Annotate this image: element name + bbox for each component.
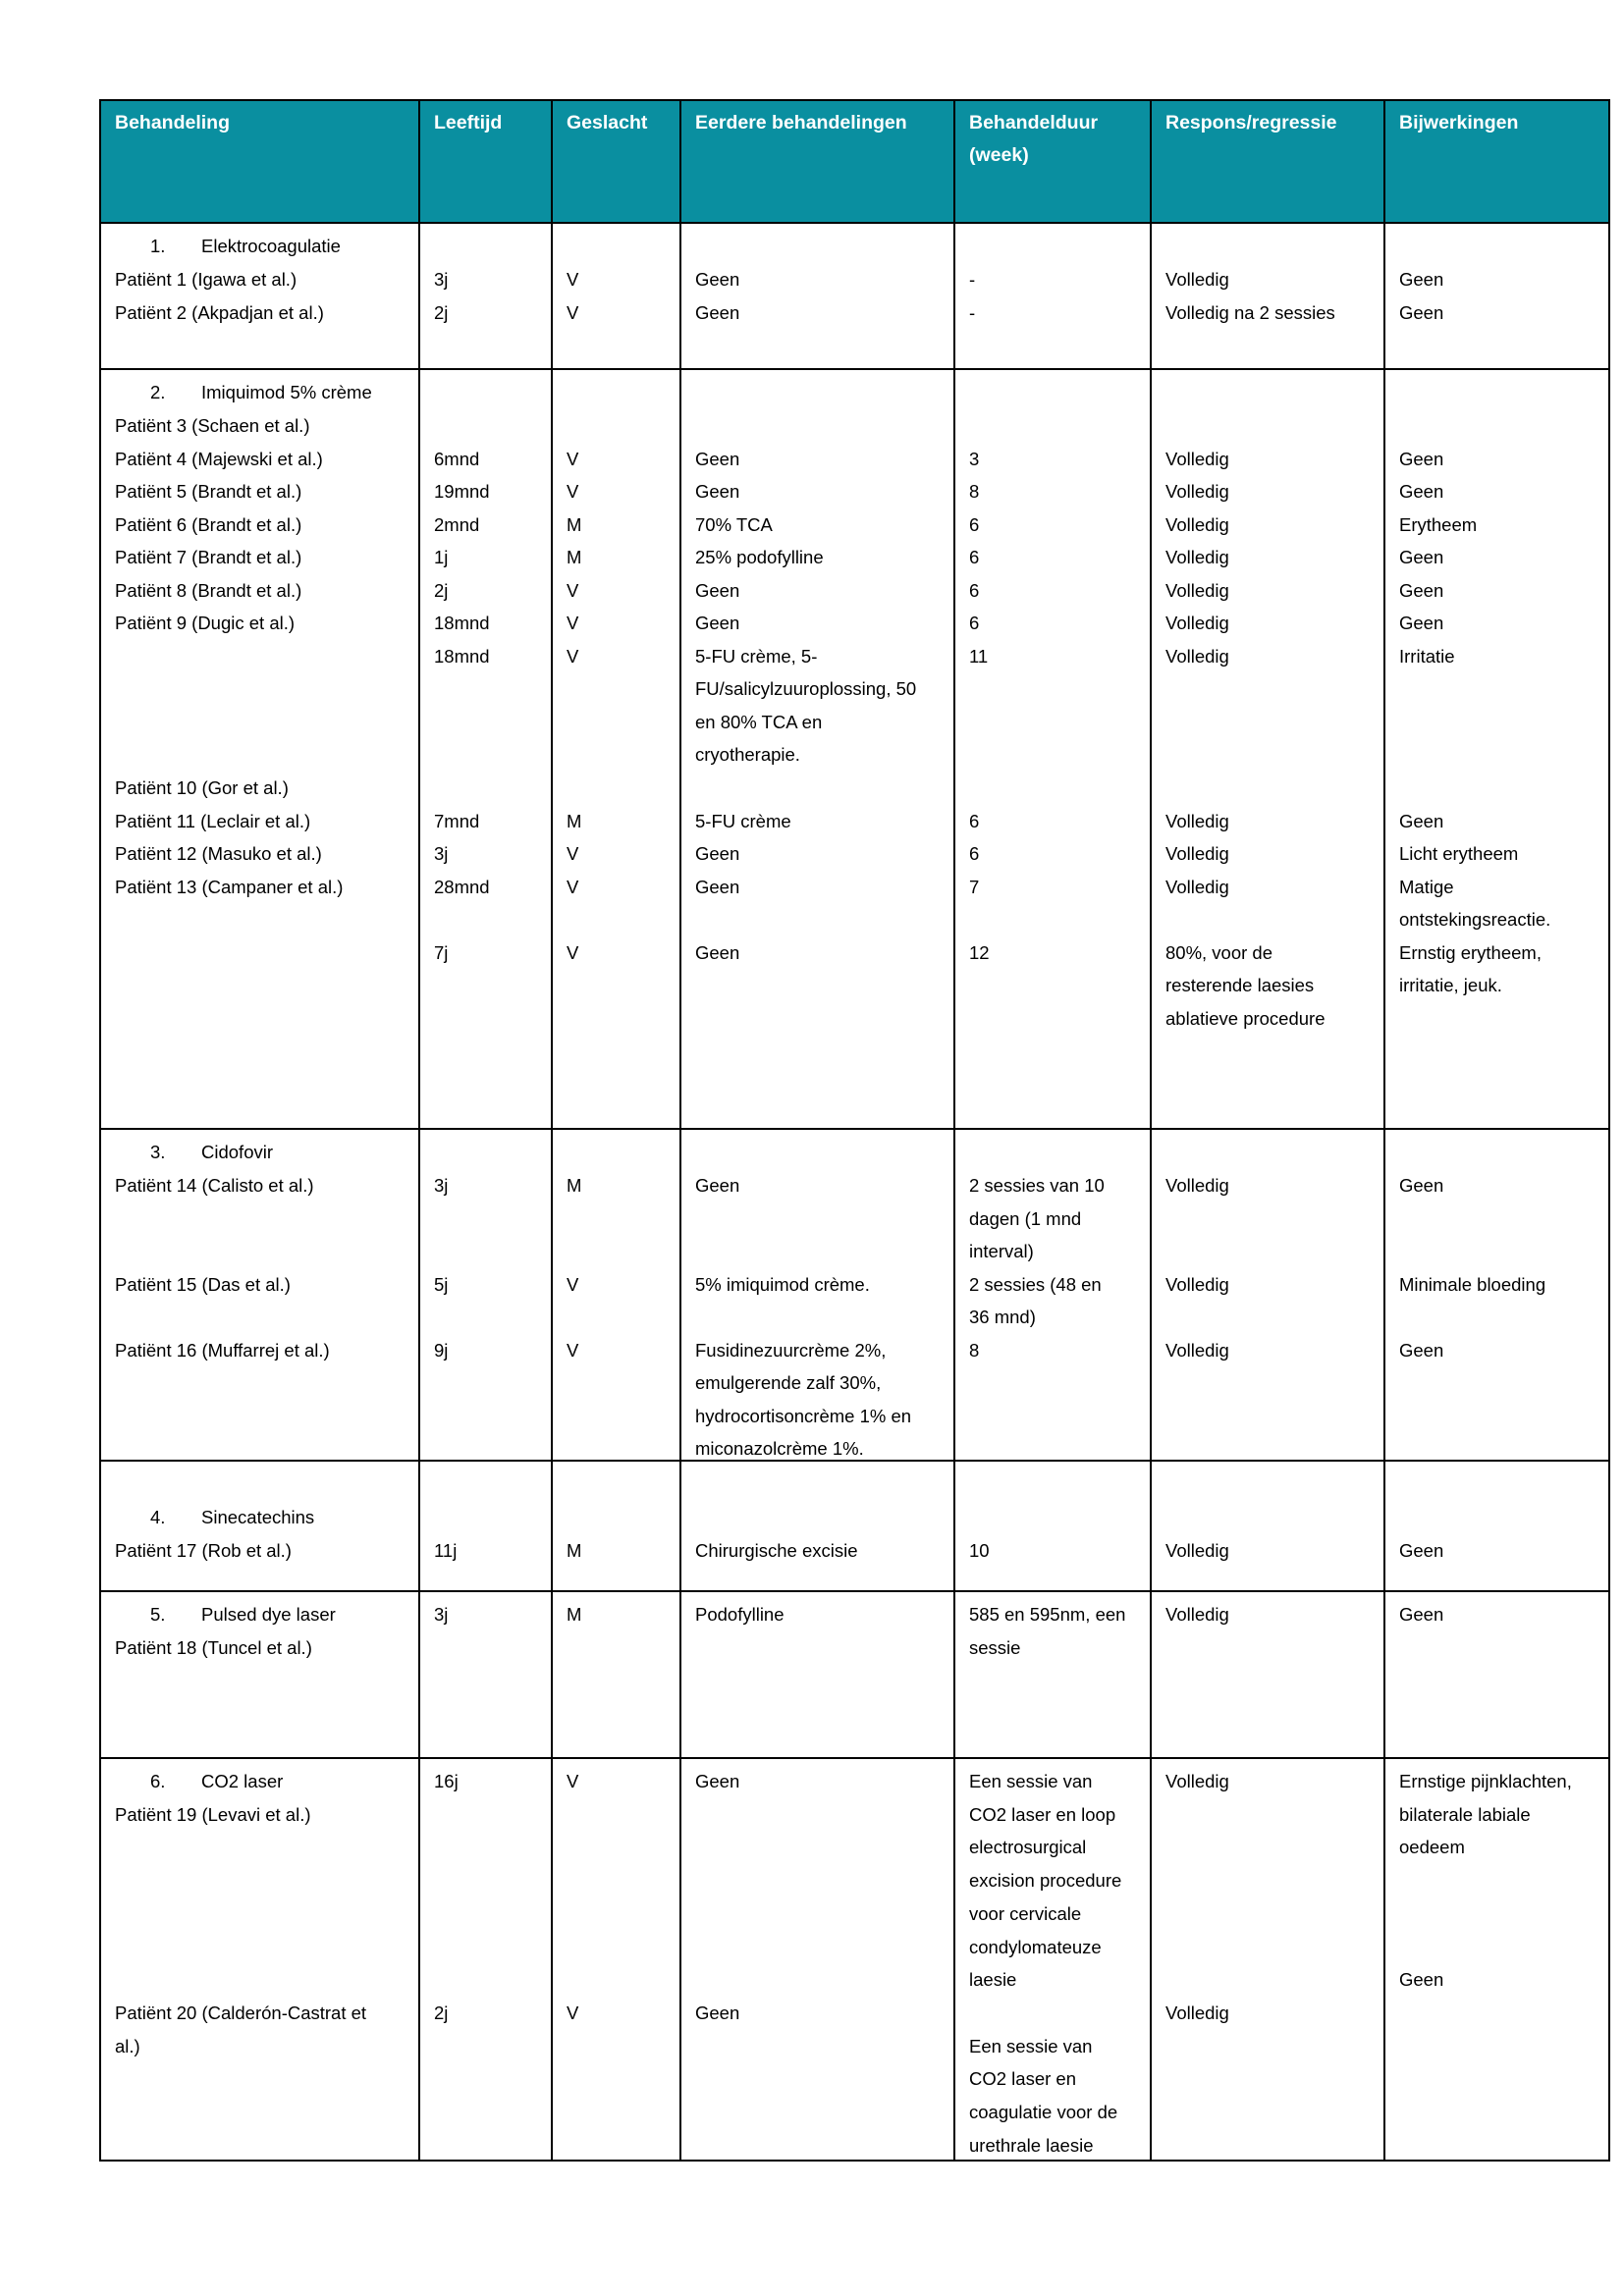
leeftijd-text: 16j: [434, 1771, 459, 1791]
duur-text: CO2 laser en: [969, 2068, 1076, 2089]
section-heading: [115, 1598, 336, 1631]
leeftijd-text: 1j: [434, 547, 449, 567]
cell-geslacht: [552, 1591, 680, 1758]
cell-leeftijd: [419, 223, 552, 369]
eerdere-text: Geen: [695, 1175, 740, 1196]
cell-eerdere: [680, 1461, 954, 1591]
behandeling-text: Patiënt 7 (Brandt et al.): [115, 547, 302, 567]
duur-text: 12: [969, 942, 990, 963]
duur-text: 2 sessies (48 en: [969, 1274, 1102, 1295]
cell-bijwerkingen: [1384, 369, 1609, 1129]
eerdere-text: 25% podofylline: [695, 547, 824, 567]
cell-behandeling: [100, 1758, 419, 2161]
geslacht-text: V: [567, 1771, 579, 1791]
respons-text: resterende laesies: [1165, 975, 1315, 995]
eerdere-text: Geen: [695, 843, 740, 864]
cell-bijwerkingen: [1384, 1129, 1609, 1461]
section-number: 6.: [150, 1771, 166, 1791]
geslacht-text: V: [567, 877, 579, 897]
section-title: Sinecatechins: [201, 1507, 315, 1527]
eerdere-text: FU/salicylzuuroplossing, 50: [695, 678, 917, 699]
geslacht-text: M: [567, 1175, 582, 1196]
section-title: CO2 laser: [201, 1771, 284, 1791]
respons-text: Volledig: [1165, 1604, 1229, 1625]
section-heading: [115, 376, 372, 409]
leeftijd-text: 11j: [434, 1540, 458, 1561]
section-heading: [115, 230, 341, 263]
respons-text: 80%, voor de: [1165, 942, 1273, 963]
eerdere-text: emulgerende zalf 30%,: [695, 1372, 882, 1393]
duur-text: 6: [969, 580, 980, 601]
duur-text: 2 sessies van 10: [969, 1175, 1105, 1196]
cell-leeftijd: [419, 1591, 552, 1758]
duur-text: Een sessie van: [969, 2036, 1093, 2056]
geslacht-text: M: [567, 547, 582, 567]
cell-bijwerkingen: [1384, 223, 1609, 369]
behandeling-text: Patiënt 20 (Calderón-Castrat et: [115, 2002, 367, 2023]
eerdere-text: Geen: [695, 449, 740, 469]
cell-respons: [1151, 1758, 1384, 2161]
eerdere-text: hydrocortisoncrème 1% en: [695, 1406, 912, 1426]
duur-text: 36 mnd): [969, 1307, 1036, 1327]
respons-text: Volledig: [1165, 1540, 1229, 1561]
respons-text: Volledig: [1165, 481, 1229, 502]
duur-text: 3: [969, 449, 980, 469]
cell-leeftijd: [419, 369, 552, 1129]
duur-text: sessie: [969, 1637, 1021, 1658]
cell-behandeling: [100, 369, 419, 1129]
bijwerkingen-text: Minimale bloeding: [1399, 1274, 1546, 1295]
geslacht-text: V: [567, 269, 579, 290]
respons-text: Volledig: [1165, 843, 1229, 864]
bijwerkingen-text: Ernstige pijnklachten,: [1399, 1771, 1572, 1791]
duur-text: -: [969, 269, 976, 290]
leeftijd-text: 3j: [434, 1175, 449, 1196]
respons-text: Volledig: [1165, 1340, 1229, 1361]
cell-duur: [954, 1129, 1151, 1461]
cell-leeftijd: [419, 1129, 552, 1461]
section-heading: [115, 1765, 283, 1798]
cell-eerdere: [680, 223, 954, 369]
section-number: 1.: [150, 236, 166, 256]
duur-text: 6: [969, 613, 980, 633]
respons-text: Volledig: [1165, 269, 1229, 290]
cell-eerdere: [680, 1591, 954, 1758]
behandeling-text: Patiënt 13 (Campaner et al.): [115, 877, 344, 897]
cell-bijwerkingen: [1384, 1461, 1609, 1591]
bijwerkingen-text: Geen: [1399, 302, 1444, 323]
treatment-table: [99, 99, 1610, 2162]
eerdere-text: en 80% TCA en: [695, 712, 823, 732]
respons-text: Volledig: [1165, 1771, 1229, 1791]
eerdere-text: Geen: [695, 613, 740, 633]
header-eerdere-behandelingen: Eerdere behandelingen: [680, 100, 954, 223]
geslacht-text: M: [567, 514, 582, 535]
eerdere-text: Geen: [695, 580, 740, 601]
duur-text: -: [969, 302, 976, 323]
section-row: [100, 1461, 1609, 1591]
section-heading: [115, 1501, 314, 1534]
bijwerkingen-text: ontstekingsreactie.: [1399, 909, 1551, 930]
header-behandelduur-label: Behandelduur (week): [969, 112, 1099, 166]
header-row: [100, 100, 1609, 223]
behandeling-text: al.): [115, 2036, 140, 2056]
bijwerkingen-text: Geen: [1399, 1540, 1444, 1561]
eerdere-text: Fusidinezuurcrème 2%,: [695, 1340, 887, 1361]
geslacht-text: V: [567, 1340, 579, 1361]
respons-text: Volledig: [1165, 811, 1229, 831]
bijwerkingen-text: Geen: [1399, 1604, 1444, 1625]
cell-duur: [954, 1461, 1151, 1591]
leeftijd-text: 2j: [434, 2002, 449, 2023]
bijwerkingen-text: Geen: [1399, 1969, 1444, 1990]
cell-respons: [1151, 369, 1384, 1129]
cell-respons: [1151, 1591, 1384, 1758]
section-title: Imiquimod 5% crème: [201, 382, 372, 402]
section-title: Elektrocoagulatie: [201, 236, 341, 256]
behandeling-text: Patiënt 19 (Levavi et al.): [115, 1804, 311, 1825]
duur-text: 585 en 595nm, een: [969, 1604, 1126, 1625]
leeftijd-text: 19mnd: [434, 481, 490, 502]
geslacht-text: V: [567, 1274, 579, 1295]
geslacht-text: V: [567, 613, 579, 633]
bijwerkingen-text: Geen: [1399, 481, 1444, 502]
cell-respons: [1151, 1129, 1384, 1461]
eerdere-text: Geen: [695, 1771, 740, 1791]
section-heading: [115, 1136, 273, 1169]
cell-duur: [954, 1591, 1151, 1758]
leeftijd-text: 7j: [434, 942, 449, 963]
respons-text: Volledig: [1165, 2002, 1229, 2023]
duur-text: laesie: [969, 1969, 1017, 1990]
duur-text: Een sessie van: [969, 1771, 1093, 1791]
duur-text: condylomateuze: [969, 1937, 1102, 1957]
cell-bijwerkingen: [1384, 1591, 1609, 1758]
respons-text: Volledig: [1165, 514, 1229, 535]
behandeling-text: Patiënt 2 (Akpadjan et al.): [115, 302, 324, 323]
duur-text: 6: [969, 514, 980, 535]
leeftijd-text: 2j: [434, 302, 449, 323]
behandeling-text: Patiënt 9 (Dugic et al.): [115, 613, 296, 633]
duur-text: 8: [969, 1340, 980, 1361]
bijwerkingen-text: Matige: [1399, 877, 1454, 897]
bijwerkingen-text: Geen: [1399, 811, 1444, 831]
geslacht-text: M: [567, 1604, 582, 1625]
cell-duur: [954, 1758, 1151, 2161]
cell-eerdere: [680, 1129, 954, 1461]
cell-geslacht: [552, 223, 680, 369]
geslacht-text: V: [567, 449, 579, 469]
duur-text: dagen (1 mnd: [969, 1208, 1082, 1229]
cell-bijwerkingen: [1384, 1758, 1609, 2161]
geslacht-text: V: [567, 646, 579, 667]
leeftijd-text: 3j: [434, 843, 449, 864]
bijwerkingen-text: Geen: [1399, 1340, 1444, 1361]
section-title: Pulsed dye laser: [201, 1604, 336, 1625]
duur-text: 6: [969, 547, 980, 567]
duur-text: 6: [969, 843, 980, 864]
bijwerkingen-text: Geen: [1399, 580, 1444, 601]
section-row: [100, 223, 1609, 369]
leeftijd-text: 3j: [434, 1604, 449, 1625]
section-row: [100, 369, 1609, 1129]
cell-respons: [1151, 1461, 1384, 1591]
eerdere-text: Chirurgische excisie: [695, 1540, 858, 1561]
respons-text: Volledig: [1165, 646, 1229, 667]
cell-leeftijd: [419, 1461, 552, 1591]
cell-geslacht: [552, 1461, 680, 1591]
respons-text: Volledig: [1165, 449, 1229, 469]
eerdere-text: Geen: [695, 2002, 740, 2023]
leeftijd-text: 28mnd: [434, 877, 490, 897]
bijwerkingen-text: irritatie, jeuk.: [1399, 975, 1502, 995]
section-number: 5.: [150, 1604, 166, 1625]
leeftijd-text: 5j: [434, 1274, 449, 1295]
bijwerkingen-text: Geen: [1399, 547, 1444, 567]
leeftijd-text: 18mnd: [434, 646, 490, 667]
leeftijd-text: 6mnd: [434, 449, 480, 469]
duur-text: voor cervicale: [969, 1903, 1082, 1924]
bijwerkingen-text: oedeem: [1399, 1837, 1465, 1857]
behandeling-text: Patiënt 3 (Schaen et al.): [115, 415, 310, 436]
duur-text: electrosurgical: [969, 1837, 1087, 1857]
bijwerkingen-text: bilaterale labiale: [1399, 1804, 1531, 1825]
bijwerkingen-text: Geen: [1399, 449, 1444, 469]
cell-eerdere: [680, 1758, 954, 2161]
respons-text: ablatieve procedure: [1165, 1008, 1326, 1029]
cell-respons: [1151, 223, 1384, 369]
behandeling-text: Patiënt 11 (Leclair et al.): [115, 811, 311, 831]
duur-text: 7: [969, 877, 980, 897]
cell-geslacht: [552, 1758, 680, 2161]
section-row: [100, 1591, 1609, 1758]
respons-text: Volledig: [1165, 877, 1229, 897]
cell-behandeling: [100, 1461, 419, 1591]
eerdere-text: 70% TCA: [695, 514, 773, 535]
respons-text: Volledig: [1165, 1274, 1229, 1295]
behandeling-text: Patiënt 1 (Igawa et al.): [115, 269, 298, 290]
behandeling-text: Patiënt 16 (Muffarrej et al.): [115, 1340, 330, 1361]
behandeling-text: Patiënt 15 (Das et al.): [115, 1274, 291, 1295]
header-behandeling: Behandeling: [100, 100, 419, 223]
duur-text: excision procedure: [969, 1870, 1122, 1891]
section-row: [100, 1758, 1609, 2161]
geslacht-text: M: [567, 811, 582, 831]
bijwerkingen-text: Licht erytheem: [1399, 843, 1519, 864]
eerdere-text: Geen: [695, 877, 740, 897]
geslacht-text: V: [567, 580, 579, 601]
behandeling-text: Patiënt 10 (Gor et al.): [115, 777, 289, 798]
duur-text: 11: [969, 646, 989, 667]
leeftijd-text: 7mnd: [434, 811, 480, 831]
bijwerkingen-text: Ernstig erytheem,: [1399, 942, 1542, 963]
leeftijd-text: 3j: [434, 269, 449, 290]
eerdere-text: miconazolcrème 1%.: [695, 1438, 864, 1459]
bijwerkingen-text: Irritatie: [1399, 646, 1455, 667]
eerdere-text: 5-FU crème: [695, 811, 791, 831]
section-number: 3.: [150, 1142, 166, 1162]
behandeling-text: Patiënt 12 (Masuko et al.): [115, 843, 322, 864]
eerdere-text: Geen: [695, 269, 740, 290]
respons-text: Volledig: [1165, 580, 1229, 601]
behandeling-text: Patiënt 18 (Tuncel et al.): [115, 1637, 312, 1658]
duur-text: CO2 laser en loop: [969, 1804, 1116, 1825]
section-row: [100, 1129, 1609, 1461]
eerdere-text: 5-FU crème, 5-: [695, 646, 818, 667]
respons-text: Volledig: [1165, 613, 1229, 633]
duur-text: 10: [969, 1540, 990, 1561]
duur-text: urethrale laesie: [969, 2135, 1094, 2156]
geslacht-text: V: [567, 2002, 579, 2023]
behandeling-text: Patiënt 6 (Brandt et al.): [115, 514, 302, 535]
header-geslacht: Geslacht: [552, 100, 680, 223]
bijwerkingen-text: Geen: [1399, 613, 1444, 633]
geslacht-text: V: [567, 481, 579, 502]
header-leeftijd: Leeftijd: [419, 100, 552, 223]
leeftijd-text: 9j: [434, 1340, 449, 1361]
geslacht-text: V: [567, 302, 579, 323]
header-bijwerkingen: Bijwerkingen: [1384, 100, 1609, 223]
cell-duur: [954, 223, 1151, 369]
section-title: Cidofovir: [201, 1142, 273, 1162]
cell-behandeling: [100, 1129, 419, 1461]
behandeling-text: Patiënt 5 (Brandt et al.): [115, 481, 302, 502]
cell-behandeling: [100, 1591, 419, 1758]
behandeling-text: Patiënt 8 (Brandt et al.): [115, 580, 302, 601]
duur-text: 6: [969, 811, 980, 831]
section-number: 2.: [150, 382, 166, 402]
bijwerkingen-text: Geen: [1399, 269, 1444, 290]
cell-leeftijd: [419, 1758, 552, 2161]
leeftijd-text: 2mnd: [434, 514, 480, 535]
leeftijd-text: 2j: [434, 580, 449, 601]
behandeling-text: Patiënt 14 (Calisto et al.): [115, 1175, 314, 1196]
behandeling-text: Patiënt 17 (Rob et al.): [115, 1540, 292, 1561]
eerdere-text: Geen: [695, 942, 740, 963]
leeftijd-text: 18mnd: [434, 613, 490, 633]
header-behandelduur: [954, 100, 1151, 223]
duur-text: interval): [969, 1241, 1034, 1261]
cell-behandeling: [100, 223, 419, 369]
respons-text: Volledig: [1165, 547, 1229, 567]
bijwerkingen-text: Erytheem: [1399, 514, 1478, 535]
duur-text: coagulatie voor de: [969, 2102, 1118, 2122]
cell-eerdere: [680, 369, 954, 1129]
eerdere-text: Geen: [695, 481, 740, 502]
header-respons: Respons/regressie: [1151, 100, 1384, 223]
eerdere-text: 5% imiquimod crème.: [695, 1274, 870, 1295]
geslacht-text: M: [567, 1540, 582, 1561]
cell-duur: [954, 369, 1151, 1129]
respons-text: Volledig: [1165, 1175, 1229, 1196]
behandeling-text: Patiënt 4 (Majewski et al.): [115, 449, 323, 469]
section-number: 4.: [150, 1507, 166, 1527]
respons-text: Volledig na 2 sessies: [1165, 302, 1335, 323]
eerdere-text: Podofylline: [695, 1604, 785, 1625]
geslacht-text: V: [567, 942, 579, 963]
eerdere-text: cryotherapie.: [695, 744, 800, 765]
bijwerkingen-text: Geen: [1399, 1175, 1444, 1196]
cell-geslacht: [552, 369, 680, 1129]
eerdere-text: Geen: [695, 302, 740, 323]
cell-geslacht: [552, 1129, 680, 1461]
geslacht-text: V: [567, 843, 579, 864]
duur-text: 8: [969, 481, 980, 502]
